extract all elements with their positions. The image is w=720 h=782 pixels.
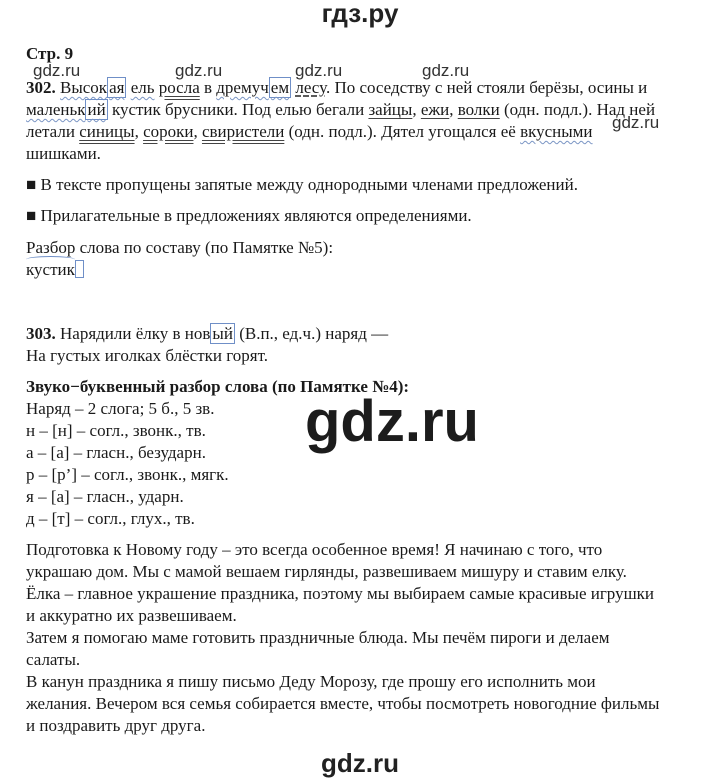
note-commas: ■ В тексте пропущены запятые между однородными членами предложений. [26,175,578,194]
text: , [449,100,458,119]
text: , [193,122,202,141]
essay-line: украшаю дом. Мы с мамой вешаем гирлянды, развешиваем мишуру и ставим елку. [26,562,627,581]
word: волки [457,100,500,119]
watermark: gdz.ru [33,61,81,80]
ex302-line-3 [26,121,593,143]
text: в [199,78,217,97]
text: , [134,122,144,141]
page-label: Стр. 9 [26,44,74,63]
watermark-large: gdz.ru [305,389,479,454]
word: дремуч ем [216,78,290,97]
word: ежи [420,100,450,119]
site-footer-watermark: gdz.ru [321,748,399,778]
ex302-line-2 [26,99,655,121]
essay-line: и аккуратно их развешиваем. [26,606,237,625]
word-root: кустик [26,260,75,279]
phonetic-title: Звуко−буквенный разбор слова (по Памятке №4): [26,377,410,396]
ex302-line-4: шишками. [26,144,101,163]
parse-word-line [26,259,84,281]
text: , [412,100,421,119]
watermark: gdz.ru [422,61,470,80]
word: синицы [79,122,135,141]
note-adjectives: ■ Прилагательные в предложениях являются определениями. [26,206,472,225]
phonetic-row: Наряд – 2 слога; 5 б., 5 зв. [26,399,215,418]
essay-line: Подготовка к Новому году – это всегда особенное время! Я начинаю с того, что [26,540,603,559]
phonetic-row: р – [р’] – согл., звонк., мягк. [26,465,229,484]
ex303-line-1 [26,323,388,345]
essay-line: салаты. [26,650,81,669]
parse-title: Разбор слова по составу (по Памятке №5): [26,238,334,257]
text: летали [26,122,80,141]
phonetic-row: н – [н] – согл., звонк., тв. [26,421,206,440]
phonetic-row: я – [а] – гласн., ударн. [26,487,184,506]
word: маленьк ий [26,100,106,119]
ending: ый [212,324,233,343]
essay-line: и поздравить друг друга. [26,716,206,735]
ending-box [75,260,84,278]
ex303-line-2: На густых иголках блёстки горят. [26,346,269,365]
text: кустик брусники. Под елью бегали [107,100,369,119]
word: зайцы [368,100,413,119]
watermark: gdz.ru [295,61,343,80]
site-header-title: гдз.ру [321,0,399,28]
word: росла [158,78,200,97]
phonetic-row: д – [т] – согл., глух., тв. [26,509,195,528]
essay-line: Затем я помогаю маме готовить праздничные блюда. Мы печём пироги и делаем [26,628,610,647]
essay-line: В канун праздника я пишу письмо Деду Морозу, где прошу его исполнить мои [26,672,596,691]
word: Высок ая [60,78,125,97]
exercise-number: 302. [26,78,56,97]
word: свиристели [201,122,285,141]
text: Нарядили ёлку в нов [55,324,211,343]
watermark: gdz.ru [612,113,660,132]
word: ель [130,78,155,97]
word: вкусными [520,122,593,141]
text: (одн. подл.). Дятел угощался её [284,122,521,141]
text: (В.п., ед.ч.) наряд — [234,324,389,343]
watermark: gdz.ru [175,61,223,80]
text: . По соседству с ней стояли берёзы, осины и [325,78,648,97]
exercise-number: 303. [26,324,56,343]
word: лесу [295,78,326,97]
essay-line: желания. Вечером вся семья собирается вместе, чтобы посмотреть новогодние фильмы [26,694,660,713]
text: (одн. подл.). Над ней [499,100,656,119]
essay-line: Ёлка – главное украшение праздника, поэтому мы выбираем самые красивые игрушки [26,584,655,603]
phonetic-row: а – [а] – гласн., безударн. [26,443,206,462]
word: сороки [143,122,194,141]
